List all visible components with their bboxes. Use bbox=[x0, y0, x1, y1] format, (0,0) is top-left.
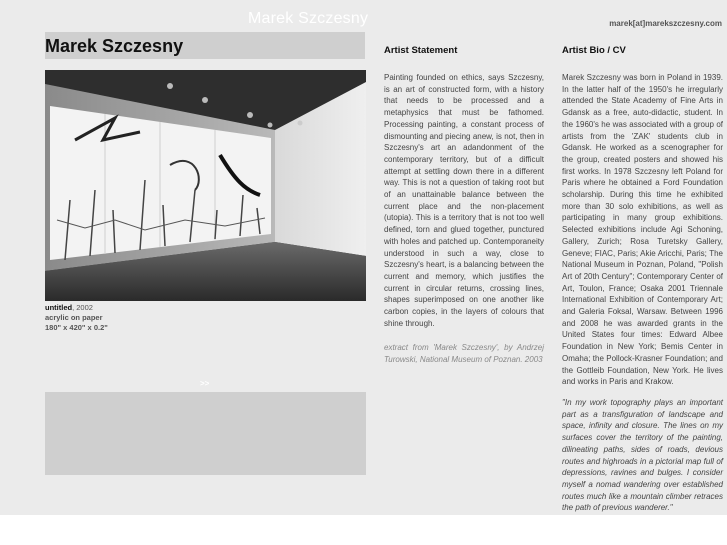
artist-name-banner bbox=[45, 32, 365, 59]
artist-quote: "In my work topography plays an important part as a transfiguration of landscape and space, infinity and closure. The lines on my surfaces cover the territory of the painting, dilineating paths, sides of roads, devious routes and highroads in a pictorial map full of depressions, ravines and bulges. I consider myself a nomad wandering over established routes much like a mountain climber retraces the path of previous wanderer." bbox=[562, 397, 723, 513]
artist-statement-section bbox=[384, 45, 544, 366]
artwork-year: , 2002 bbox=[72, 303, 93, 312]
top-bar bbox=[0, 0, 727, 31]
footer bbox=[0, 515, 727, 545]
bio-body: Marek Szczesny was born in Poland in 1939. In the latter half of the 1950's he irregularly attended the State Academy of Fine Arts in Gdansk as a free, auto-didactic, student. In the 1960's he was associated with a group of artists from the 'ZAK' students club in Gdansk. He worked as a scenographer for the group, created posters and showed his first works. In 1978 Szczesny left Poland for Paris where he obtained a Ford Foundation scholarship. During this time he exhibited more than 30 solo exhibitions, as well as participating in many group exhibitions. Selected exhibitions include Agi Schoning, Gallery, Zurich; Rosa Turetsky Gallery, Geneve; FIAC, Paris; Akie Aricchi, Paris; The National Museum in Poznan, Poland, "Polish Art of 20th Century"; Contemporary Center of Art, Toulon, France; Osaka 2001 Triennale International Exhibition of Contemporary Art; and Galeria Foksal, Warsaw. Between 1996 and 2008 he was awarded grants in the United States four times: Edward Albee Foundation in New York; Bemis Center in Omaha; the Pollock-Krasner Foundation; and the Gottleib Foundation, New York. He lives and works in Paris and Krakow. bbox=[562, 73, 723, 387]
artwork-photo[interactable] bbox=[45, 70, 366, 301]
site-title[interactable]: Marek Szczesny bbox=[248, 10, 369, 27]
artist-bio-section bbox=[562, 45, 723, 514]
gallery-installation-image bbox=[45, 70, 366, 301]
next-button[interactable]: >> bbox=[200, 379, 210, 388]
gallery-nav-panel bbox=[45, 379, 366, 475]
statement-body: Painting founded on ethics, says Szczesny, is an art of constructed form, with a history that needs to be processed and a metaphysics that must be fathomed. Processing painting, a constant process of dismounting and piecing anew, is not, then in Szczesny's art an adandonment of the contemporary territory, but of a difficult attempt at settling down there in a different way. This is not a question of taking root but of an unattainable balance between the current place and the non-placement (utopia). This is a territory that is not too well defined, torn and glued together, punctured with holes and patched up. Contemporaneity understood in such a way, close to Szczesny's heart, is a balancing between the current and memory, which justifies the current in circular returns, crossing lines, shapes superimposed on one another like carbon copies, in the layers of colours that shine through. bbox=[384, 73, 544, 328]
statement-heading: Artist Statement bbox=[384, 45, 458, 56]
statement-source: extract from 'Marek Szczesny', by Andrzej Turowski, National Museum of Poznan. 2003 bbox=[384, 343, 544, 365]
artwork-dimensions: 180" x 420" x 0.2" bbox=[45, 323, 108, 332]
artwork-caption bbox=[45, 303, 108, 333]
artwork-medium: acrylic on paper bbox=[45, 313, 103, 322]
email-address[interactable]: marek[at]marekszczesny.com bbox=[609, 19, 722, 28]
artist-name: Marek Szczesny bbox=[45, 36, 184, 56]
bio-heading: Artist Bio / CV bbox=[562, 45, 626, 56]
artwork-title: untitled bbox=[45, 303, 73, 312]
artwork-title-line bbox=[45, 303, 108, 313]
